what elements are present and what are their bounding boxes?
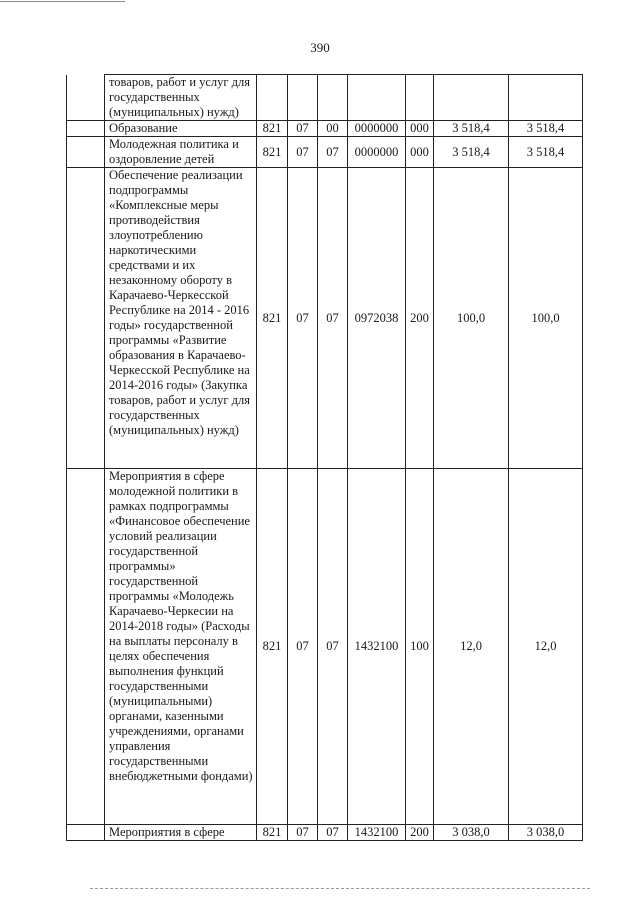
amount-2-cell [509,75,583,121]
grbs-cell: 821 [257,137,288,168]
row-number-cell [67,168,105,469]
row-number-cell [67,469,105,825]
section-cell: 07 [288,137,318,168]
amount-1-cell: 100,0 [434,168,509,469]
table-row [67,469,583,825]
item-name-cell: товаров, работ и услуг для государственных (муниципальных) нужд) [105,75,257,121]
target-article-cell: 0000000 [348,121,406,137]
amount-2-cell: 100,0 [509,168,583,469]
item-name-cell: Образование [105,121,257,137]
budget-table [66,74,583,841]
target-article-cell: 1432100 [348,469,406,825]
subsection-cell: 07 [318,469,348,825]
section-cell: 07 [288,825,318,841]
scan-artifact-line [0,1,125,2]
target-article-cell: 0000000 [348,137,406,168]
table-row [67,168,583,469]
amount-2-cell: 3 518,4 [509,137,583,168]
item-name-cell: Молодежная политика и оздоровление детей [105,137,257,168]
amount-1-cell: 3 518,4 [434,121,509,137]
grbs-cell [257,75,288,121]
amount-1-cell [434,75,509,121]
expense-type-cell: 000 [406,137,434,168]
subsection-cell: 07 [318,825,348,841]
scan-artifact-line [90,888,590,890]
expense-type-cell: 100 [406,469,434,825]
grbs-cell: 821 [257,121,288,137]
amount-2-cell: 12,0 [509,469,583,825]
grbs-cell: 821 [257,469,288,825]
row-number-cell [67,825,105,841]
expense-type-cell: 200 [406,825,434,841]
expense-type-cell [406,75,434,121]
row-number-cell [67,75,105,121]
expense-type-cell: 200 [406,168,434,469]
expense-type-cell: 000 [406,121,434,137]
table-row [67,825,583,841]
amount-1-cell: 3 518,4 [434,137,509,168]
table-row [67,121,583,137]
table-row [67,75,583,121]
row-number-cell [67,137,105,168]
subsection-cell: 07 [318,168,348,469]
table-row [67,137,583,168]
grbs-cell: 821 [257,825,288,841]
target-article-cell: 0972038 [348,168,406,469]
row-number-cell [67,121,105,137]
section-cell: 07 [288,168,318,469]
section-cell: 07 [288,469,318,825]
page-number: 390 [310,40,330,55]
item-name-cell: Мероприятия в сфере молодежной политики в рамках подпрограммы «Финансовое обеспечение условий реализации государственной программы» государственной программы «Молодежь Карачаево-Черкесии на 2014-2018 годы» (Расходы на выплаты персоналу в целях обеспечения выполнения функций государственными (муниципальными) органами, казенными учреждениями, органами управления государственными внебюджетными фондами) [105,469,257,825]
subsection-cell: 00 [318,121,348,137]
subsection-cell [318,75,348,121]
amount-2-cell: 3 518,4 [509,121,583,137]
amount-1-cell: 12,0 [434,469,509,825]
subsection-cell: 07 [318,137,348,168]
amount-2-cell: 3 038,0 [509,825,583,841]
item-name-cell: Обеспечение реализации подпрограммы «Комплексные меры противодействия злоупотреблению наркотическими средствами и их незаконному обороту в Карачаево-Черкесской Республике на 2014 - 2016 годы» государственной программы «Развитие образования в Карачаево-Черкесской Республике на 2014-2016 годы» (Закупка товаров, работ и услуг для государственных (муниципальных) нужд) [105,168,257,469]
target-article-cell: 1432100 [348,825,406,841]
section-cell: 07 [288,121,318,137]
item-name-cell: Мероприятия в сфере [105,825,257,841]
target-article-cell [348,75,406,121]
amount-1-cell: 3 038,0 [434,825,509,841]
section-cell [288,75,318,121]
grbs-cell: 821 [257,168,288,469]
